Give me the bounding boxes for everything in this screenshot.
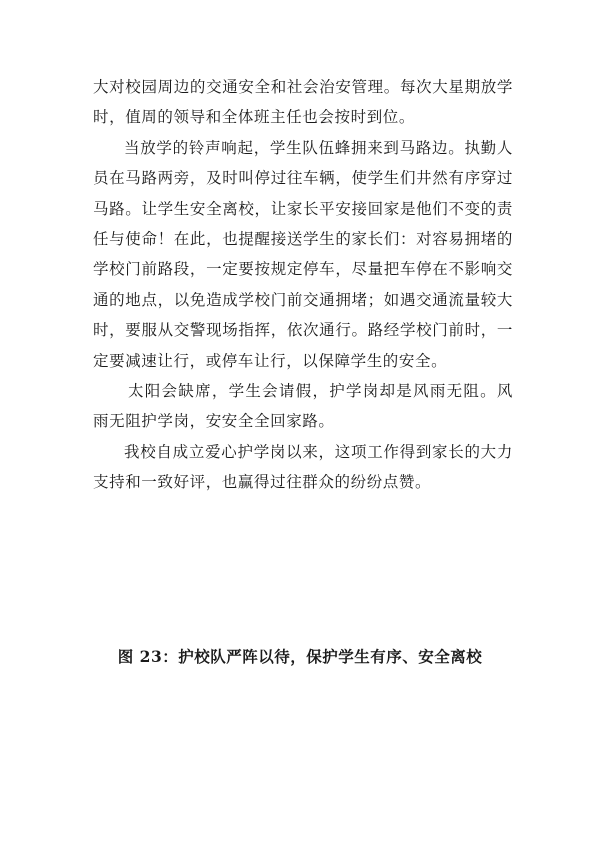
paragraph-praise: 我校自成立爱心护学岗以来，这项工作得到家长的大力支持和一致好评，也赢得过往群众的纷纷点赞。 [93, 442, 513, 492]
paragraph-dismissal: 当放学的铃声响起，学生队伍蜂拥来到马路边。执勤人员在马路两旁，及时叫停过往车辆，使学生们井然有序穿过马路。让学生安全离校，让家长平安接回家是他们不变的责任与使命！在此，也提醒接送学生的家长们：对容易拥堵的学校门前路段，一定要按规定停车，尽量把车停在不影响交通的地点，以免造成学校门前交通拥堵；如遇交通流量较大时，要服从交警现场指挥，依次通行。路经学校门前时，一定要减速让行，或停车让行，以保障学生的安全。 [93, 138, 513, 370]
paragraph-continuation: 大对校园周边的交通安全和社会治安管理。每次大星期放学时，值周的领导和全体班主任也会按时到位。 [93, 78, 513, 127]
body-text [93, 72, 513, 498]
figure-caption: 图 23：护校队严阵以待，保护学生有序、安全离校 [117, 647, 483, 666]
paragraph-weather: 太阳会缺席，学生会请假，护学岗却是风雨无阻。风雨无阻护学岗，安安全全回家路。 [93, 382, 513, 431]
